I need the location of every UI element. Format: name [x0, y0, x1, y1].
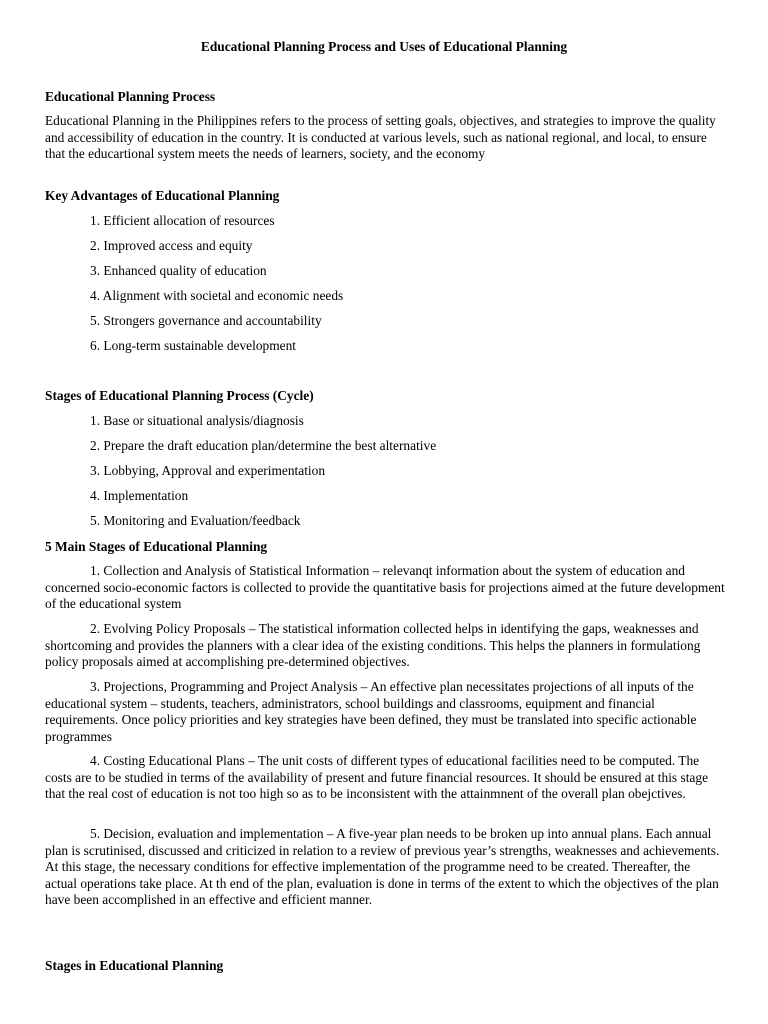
main-stage-paragraph: 5. Decision, evaluation and implementation – A five-year plan needs to be broken up into annual plans. Each annual plan is scrutinised, discussed and criticized in relation to a review of previous year’s strengths, weaknesses and achievements. At this stage, the necessary conditions for effective implementation of the programme need to be created. Thereafter, the actual operations take place. At th end of the plan, evaluation is done in terms of the extent to which the objectives of the plan have been accomplished in an effective and efficient manner.: [45, 826, 720, 907]
main-stage-paragraph: 4. Costing Educational Plans – The unit costs of different types of educational facilities need to be computed. The costs are to be studied in terms of the availability of present and future financial resources. It should be ensured at this stage that the real cost of education is not too high so as to be inconsistent with the attainmnent of the overall plan obejctives.: [45, 753, 709, 801]
heading-stages-in-educational-planning: Stages in Educational Planning: [45, 958, 224, 973]
heading-educational-planning-process: Educational Planning Process: [45, 89, 216, 104]
cycle-item: 2. Prepare the draft education plan/determine the best alternative: [90, 438, 437, 453]
advantage-item: 1. Efficient allocation of resources: [90, 213, 275, 228]
advantage-item: 4. Alignment with societal and economic needs: [90, 288, 344, 303]
heading-key-advantages: Key Advantages of Educational Planning: [45, 188, 280, 203]
advantage-item: 6. Long-term sustainable development: [90, 338, 297, 353]
advantage-item: 5. Strongers governance and accountability: [90, 313, 322, 328]
cycle-item: 5. Monitoring and Evaluation/feedback: [90, 513, 301, 528]
heading-stages-cycle: Stages of Educational Planning Process (Cycle): [45, 388, 314, 403]
main-stage-paragraph: 1. Collection and Analysis of Statistical Information – relevanqt information about the system of education and concerned socio-economic factors is collected to provide the quantitative basis for projections aimed at the future development of the educational system: [45, 563, 725, 611]
cycle-item: 3. Lobbying, Approval and experimentation: [90, 463, 326, 478]
main-stage-paragraph: 2. Evolving Policy Proposals – The statistical information collected helps in identifying the gaps, weaknesses and shortcoming and provides the planners with a clear idea of the existing conditions. This helps the planners in formulationg policy proposals aimed at accomplishing pre-determined objectives.: [45, 621, 701, 669]
cycle-item: 1. Base or situational analysis/diagnosis: [90, 413, 304, 428]
advantage-item: 3. Enhanced quality of education: [90, 263, 267, 278]
advantage-item: 2. Improved access and equity: [90, 238, 253, 253]
heading-main-stages: 5 Main Stages of Educational Planning: [45, 539, 268, 554]
intro-paragraph: Educational Planning in the Philippines refers to the process of setting goals, objectives, and strategies to improve the quality and accessibility of education in the country. It is conducted at various levels, such as national regional, and local, to ensure that the educartional system meets the needs of learners, society, and the economy: [45, 113, 716, 161]
document-title: Educational Planning Process and Uses of Educational Planning: [200, 39, 568, 54]
cycle-item: 4. Implementation: [90, 488, 189, 503]
main-stage-paragraph: 3. Projections, Programming and Project Analysis – An effective plan necessitates projections of all inputs of the educational system – students, teachers, administrators, school buildings and classrooms, equipment and financial requirements. Once policy priorities and key strategies have been defined, they must be translated into specific actionable programmes: [45, 679, 697, 744]
